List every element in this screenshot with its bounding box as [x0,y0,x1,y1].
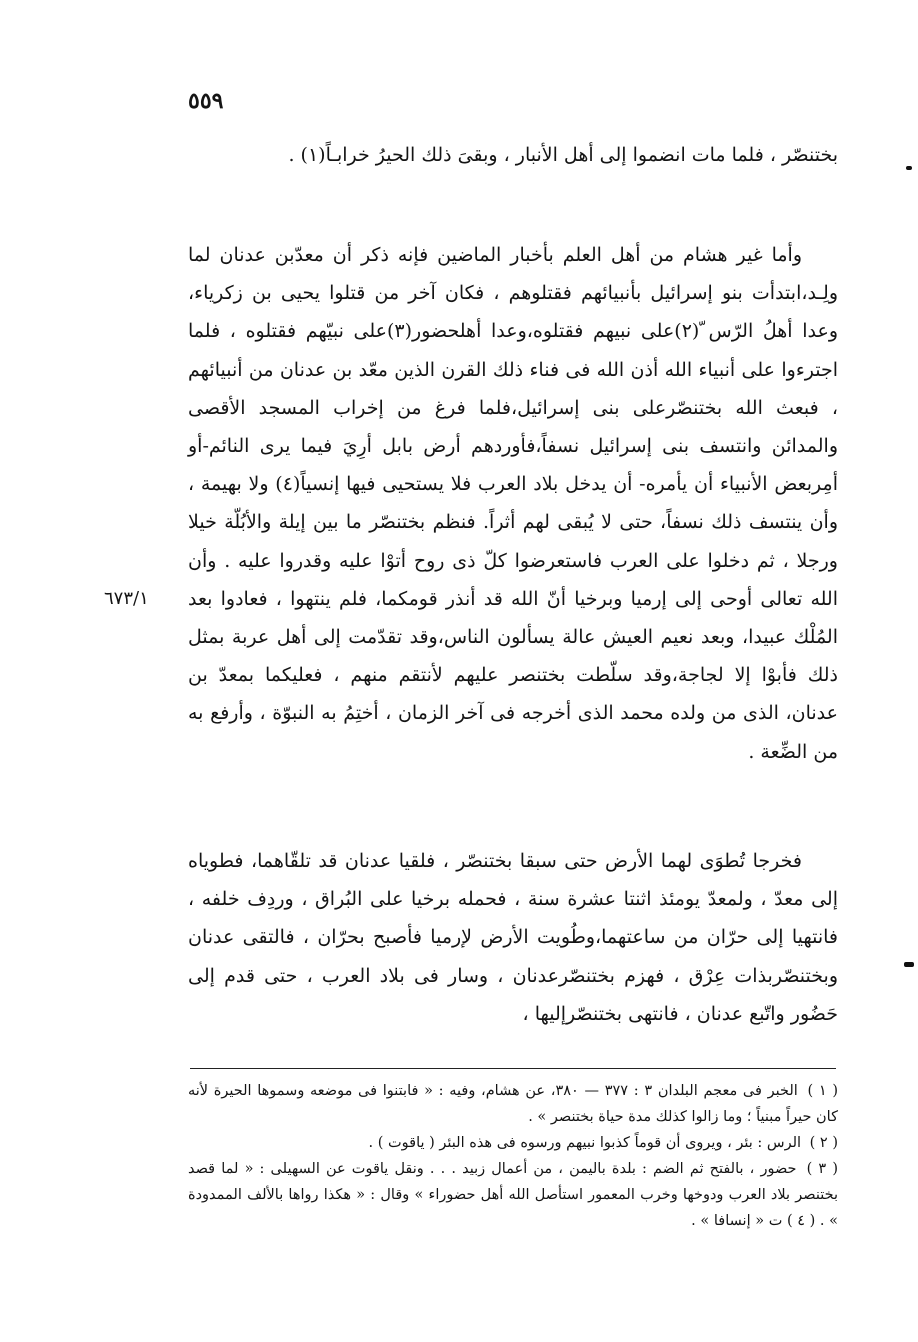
footnote-divider [190,1068,836,1069]
footnote-text: حضور ، بالفتح ثم الضم : بلدة باليمن ، من أعمال زبيد . . . ونقل ياقوت عن السهيلى : « لما قصد بختنصر بلاد العرب ودوخها وخرب المعمور استأصل الله أهل حضوراء » وقال : « هكذا رواها بالألف الممدودة » . ( ٤ ) ت « إنسافا » . [188,1161,838,1229]
paragraph-3: فخرجا تُطوَى لهما الأرض حتى سبقا بختنصّر ، فلقيا عدنان قد تلقّاهما، فطوياه إلى معدّ ، ولمعدّ يومئذ اثنتا عشرة سنة ، فحمله برخيا على البُراق ، وردِف خلفه ، فانتهيا إلى حرّان من ساعتهما،وطُويت الأرض لإرميا فأصبح بحرّان ، فالتقى عدنان وبختنصّربذات عِرْق ، فهزم بختنصّرعدنان ، وسار فى بلاد العرب ، حتى قدم إلى حَضُور واتّبع عدنان ، فانتهى بختنصّرإليها ، [188,850,838,1025]
paragraph-1: بختنصّر ، فلما مات انضموا إلى أهل الأنبار ، وبقىَ ذلك الحيرُ خرابـاً(١) . [288,144,838,166]
footnote-number: ( ١ ) [807,1083,839,1099]
footnote-number: ( ٢ ) [809,1135,838,1151]
margin-reference: ٦٧٣/١ [104,588,149,609]
scan-edge-mark [904,962,914,967]
footnote-number: ( ٣ ) [806,1161,838,1177]
page-number: ٥٥٩ [188,88,224,114]
paragraph-2: وأما غير هشام من أهل العلم بأخبار الماضين فإنه ذكر أن معدّبن عدنان لما ولِـد،ابتدأت بنو إسرائيل بأنبيائهم فقتلوهم ، فكان آخر من قتلوا يحيى بن زكرياء، وعدا أهلُ الرّس ّ(٢)على نبيهم فقتلوه،وعدا أهلحضور(٣)على نبيّهم فقتلوه ، فلما اجترءوا على أنبياء الله أذن الله فى فناء ذلك القرن الذين معّد بن عدنان من أنبيائهم ، فبعث الله بختنصّرعلى بنى إسرائيل،فلما فرغ من إخراب المسجد الأقصى والمدائن وانتسف بنى إسرائيل نسفاً،فأوردهم أرض بابل أرِيَ فيما يرى النائم-أو أمِربعض الأنبياء أن يأمره- أن يدخل بلاد العرب فلا يستحيى فيها إنسياً(٤) ولا بهيمة ، وأن ينتسف ذلك نسفاً، حتى لا يُبقى لهم أثراً. فنظم بختنصّر ما بين إيلة والأبُلّة خيلا ورجلا ، ثم دخلوا على العرب فاستعرضوا كلّ ذى روح أتوْا عليه وقدروا عليه . وأن الله تعالى أوحى إلى إرميا وبرخيا أنّ الله قد أنذر قومكما، فلم ينتهوا ، فعادوا بعد المُلْك عبيدا، وبعد نعيم العيش عالة يسألون الناس،وقد تقدّمت إلى أهل عربة بمثل ذلك فأبوْا إلا لجاجة،وقد سلّطت بختنصر عليهم لأنتقم منهم ، فعليكما بمعدّ بن عدنان، الذى من ولده محمد الذى أخرجه فى آخر الزمان ، أختِمُ به النبوّة ، وأرفع به من الضِّعة . [188,244,838,763]
footnote-1 [188,1078,838,1130]
footnote-text: الخبر فى معجم البلدان ٣ : ٣٧٧ — ٣٨٠، عن هشام، وفيه : « فابتنوا فى موضعه وسموها الحيرة لأنه كان حيراً مبنياً ؛ وما زالوا كذلك مدة حياة بختنصر » . [188,1083,838,1125]
footnote-3 [188,1156,838,1234]
scan-edge-mark [906,166,912,170]
footnote-text: الرس : بئر ، ويروى أن قوماً كذبوا نبيهم ورسوه فى هذه البئر ( ياقوت ) . [368,1135,802,1151]
footnote-2 [188,1130,838,1156]
footnotes [188,1078,838,1234]
